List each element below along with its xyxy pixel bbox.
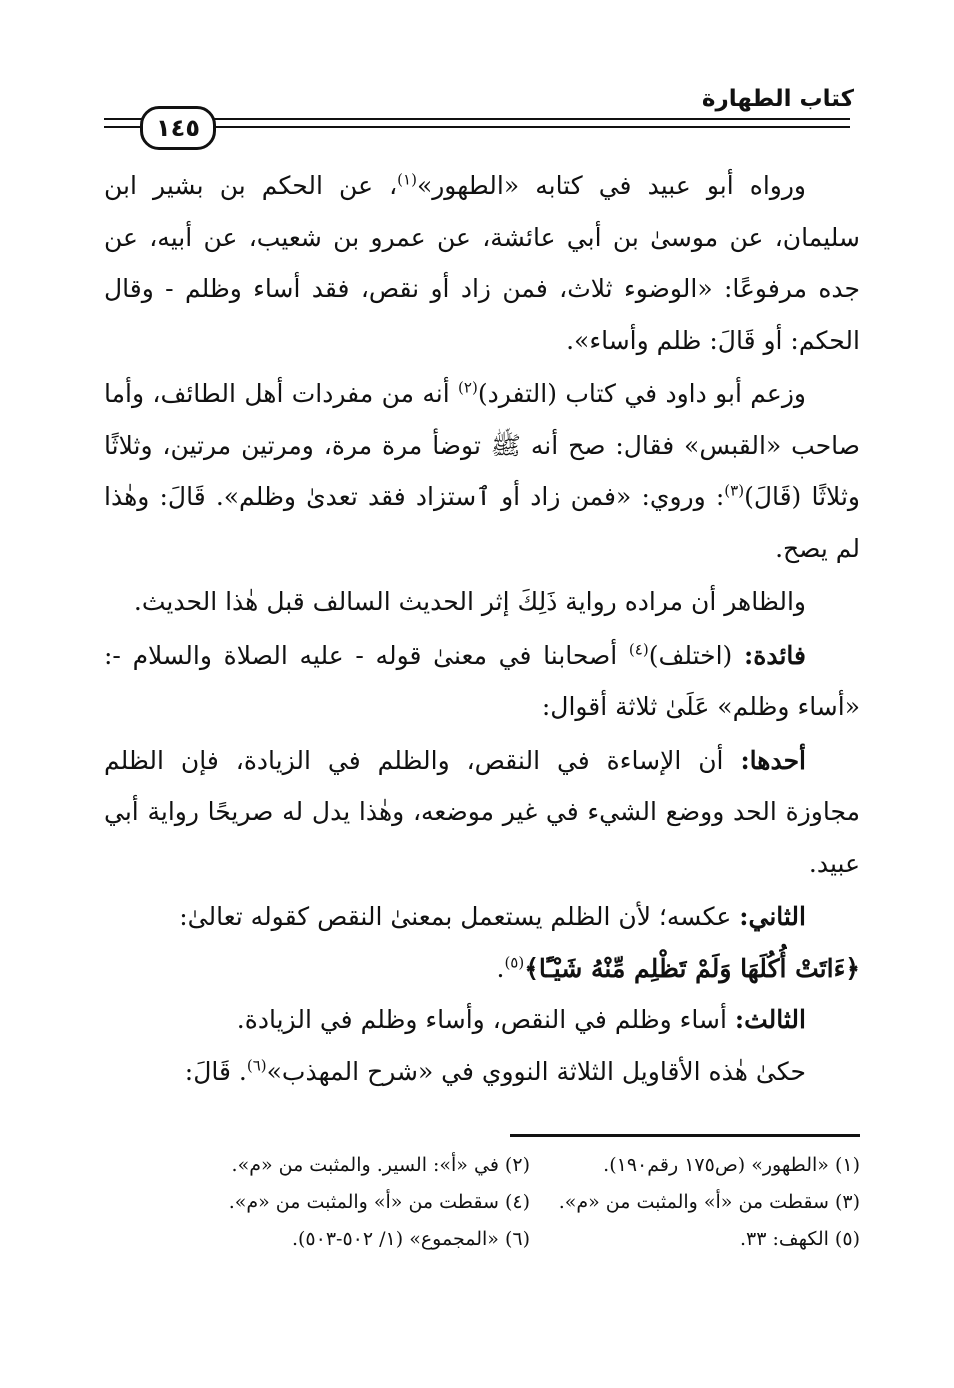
- quran-verse: ﴿ءَاتَتْ أُكُلَهَا وَلَمْ تَظْلِم مِّنْهُ شَيْـًٔا﴾: [524, 953, 860, 983]
- lead-word: الثاني:: [739, 902, 806, 931]
- running-header-title: كتاب الطهارة: [701, 86, 854, 112]
- paragraph-text: (اختلف): [648, 640, 744, 670]
- main-text: [104, 160, 860, 1097]
- footnote-row: [104, 1184, 860, 1221]
- paragraph-text: وزعم أبو داود في كتاب (التفرد): [477, 379, 806, 408]
- footnote-ref[interactable]: (٥): [504, 953, 525, 972]
- footnote-ref[interactable]: (٣): [724, 481, 745, 500]
- paragraph-text: أساء وظلم في النقص، وأساء وظلم في الزيادة.: [236, 1005, 735, 1034]
- paragraph-last: [104, 1046, 860, 1098]
- lead-word: الثالث:: [734, 1005, 806, 1034]
- paragraph-text: : وروي: «فمن زاد أو ٱستزاد فقد تعدىٰ وظلم». قَالَ: وهٰذا لم يصح.: [104, 482, 860, 563]
- lead-word: فائدة:: [744, 640, 806, 670]
- paragraph-2: [104, 368, 860, 574]
- footnote-4: (٤) سقطت من «أ» والمثبت من «م».: [228, 1191, 530, 1213]
- footnote-1: (١) «الطهور» (ص١٧٥ رقم١٩٠).: [603, 1154, 860, 1176]
- paragraph-3: [104, 576, 860, 628]
- footnote-row: [104, 1221, 860, 1258]
- footnote-ref[interactable]: (١): [397, 170, 417, 189]
- paragraph-benefit: [104, 630, 860, 733]
- footnote-5: (٥) الكهف: ٣٣.: [740, 1228, 860, 1250]
- paragraph-text: أن الإساءة في النقص، والظلم في الزيادة، فإن الظلم مجاوزة الحد ووضع الشيء في غير موضعه، وهٰذا يدل له صريحًا رواية أبي عبيد.: [104, 745, 860, 878]
- footnote-separator: [510, 1134, 860, 1137]
- paragraph-text: أصحابنا في معنىٰ قوله - عليه الصلاة والسلام -: «أساء وظلم» عَلَىٰ ثلاثة أقوال:: [104, 640, 860, 721]
- paragraph-third-opinion: [104, 994, 860, 1046]
- footnote-6: (٦) «المجموع» (١/ ٥٠٢-٥٠٣).: [291, 1228, 530, 1250]
- verse-end: .: [496, 953, 505, 983]
- footnote-3: (٣) سقطت من «أ» والمثبت من «م».: [558, 1191, 860, 1213]
- footnote-ref[interactable]: (٤): [628, 640, 649, 659]
- footnote-ref[interactable]: (٦): [246, 1056, 267, 1075]
- lead-word: أحدها:: [740, 745, 806, 775]
- paragraph-text: والظاهر أن مراده رواية ذَلِكَ إثر الحديث السالف قبل هٰذا الحديث.: [133, 587, 806, 616]
- footnotes: [104, 1147, 860, 1258]
- paragraph-text: عكسه؛ لأن الظلم يستعمل بمعنىٰ النقص كقوله تعالىٰ:: [179, 902, 740, 931]
- footnote-ref[interactable]: (٢): [458, 378, 478, 397]
- paragraph-text: أنه من مفردات أهل الطائف، وأما صاحب «القبس» فقال: صح أنه ﷺ توضأ مرة مرة، ومرتين مرتين، وثلاثًا وثلاثًا (قَالَ): [104, 379, 860, 511]
- footnote-row: [104, 1147, 860, 1184]
- paragraph-text: ورواه أبو عبيد في كتابه «الطهور»: [416, 171, 806, 200]
- paragraph-text: حكىٰ هٰذه الأقاويل الثلاثة النووي في «شرح المهذب»: [266, 1056, 806, 1086]
- page-number: ١٤٥: [156, 114, 200, 142]
- paragraph-second-opinion: [104, 891, 860, 994]
- paragraph-text: ، عن الحكم بن بشير ابن سليمان، عن موسىٰ بن أبي عائشة، عن عمرو بن شعيب، عن أبيه، عن جده مرفوعًا: «الوضوء ثلاث، فمن زاد أو نقص، فقد أساء وظلم - وقال الحكم: أو قَالَ: ظلم وأساء».: [104, 171, 860, 355]
- paragraph-text: . قَالَ:: [184, 1056, 247, 1086]
- page-number-badge: [140, 106, 216, 150]
- footnote-2: (٢) في «أ»: السير. والمثبت من «م».: [231, 1154, 530, 1176]
- header-rule-top: [104, 118, 850, 120]
- paragraph-1: [104, 160, 860, 366]
- paragraph-first-opinion: [104, 735, 860, 890]
